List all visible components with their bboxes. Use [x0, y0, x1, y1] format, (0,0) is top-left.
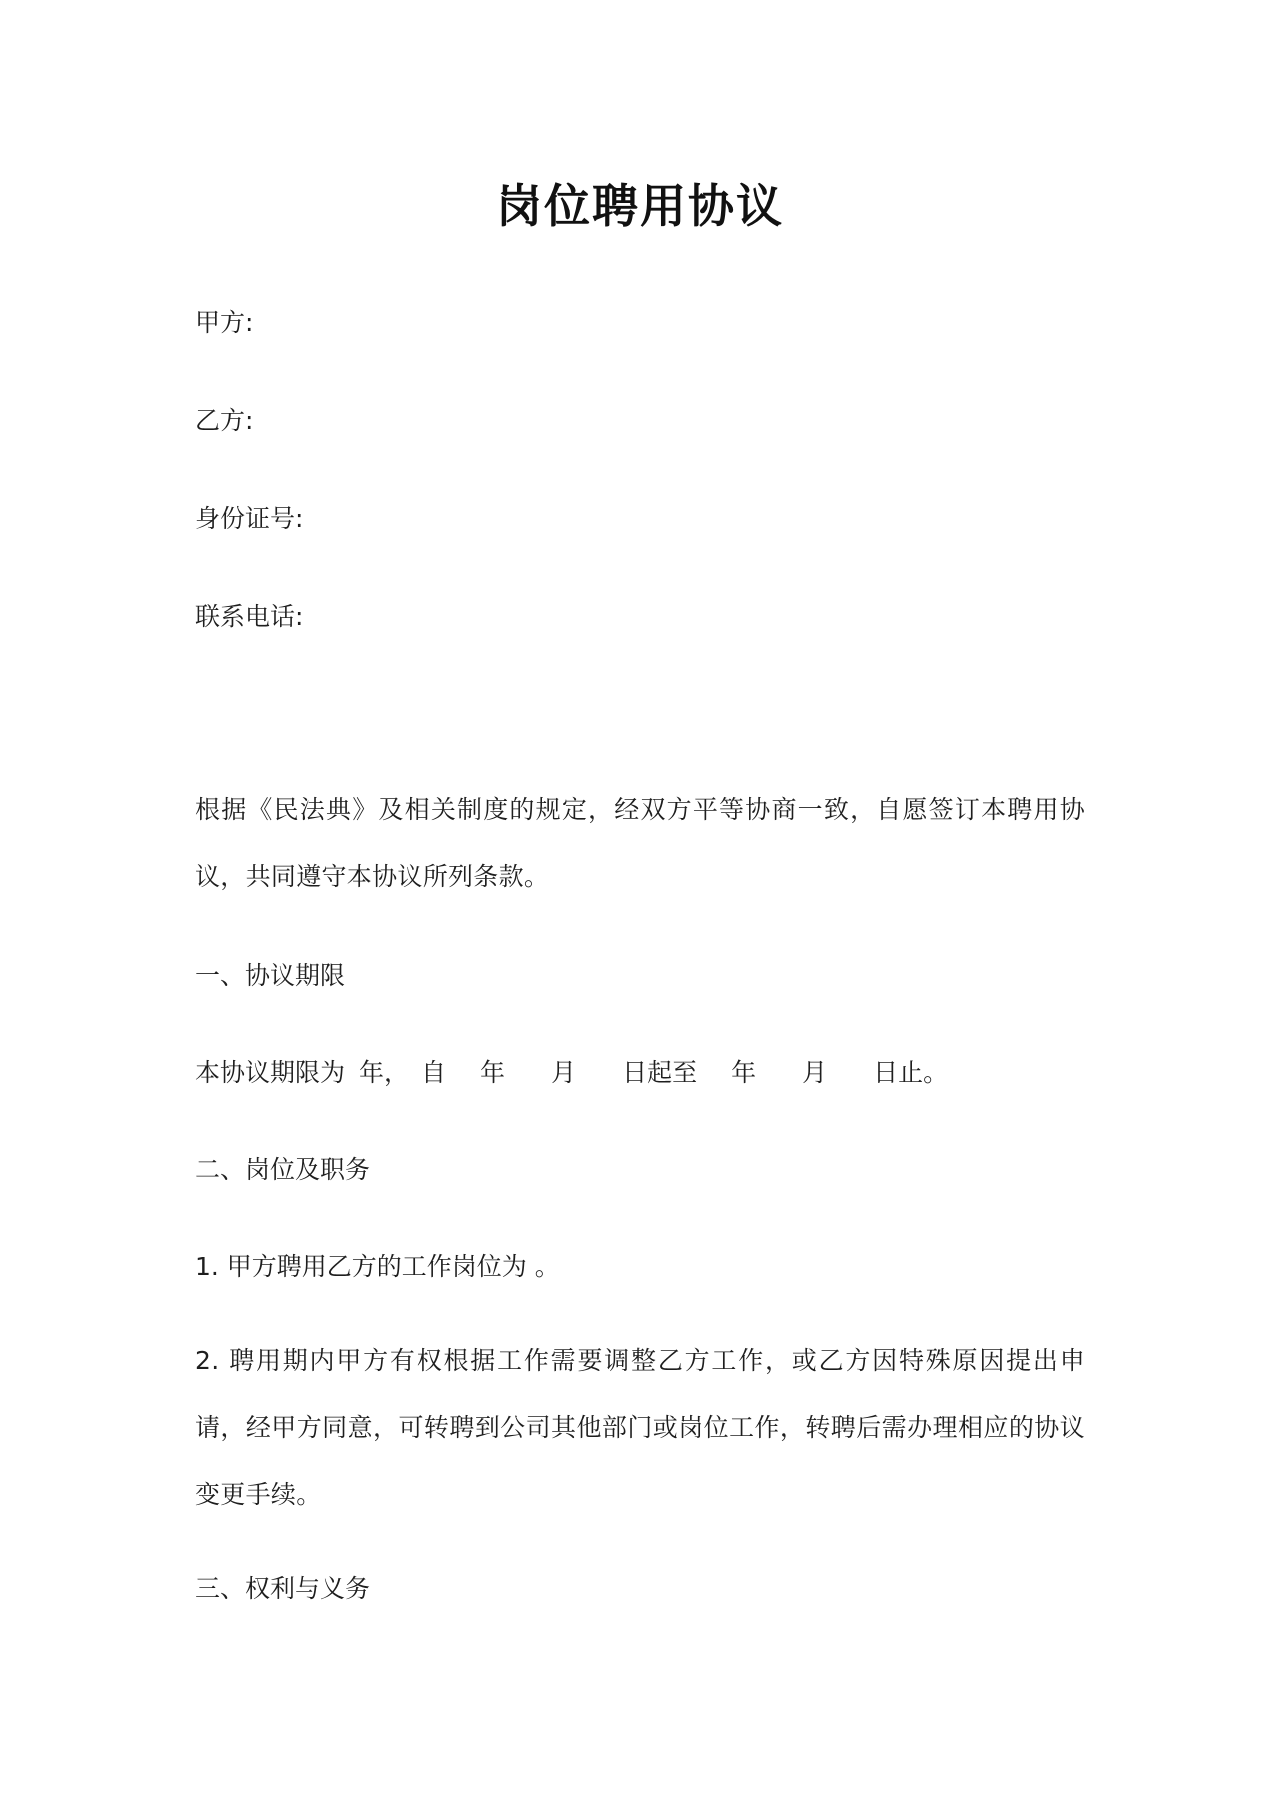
term-day-from: 日起至 — [622, 1058, 698, 1087]
term-from: 自 — [421, 1058, 447, 1087]
term-year-2: 年 — [731, 1058, 757, 1087]
id-number-field: 身份证号: — [195, 504, 304, 533]
intro-paragraph: 根据《民法典》及相关制度的规定，经双方平等协商一致，自愿签订本聘用协议，共同遵守本协议所列条款。 — [195, 795, 1085, 891]
term-day-to: 日止。 — [873, 1058, 949, 1087]
phone-field: 联系电话: — [195, 602, 304, 631]
term-years-unit: 年， — [359, 1058, 410, 1087]
party-a-field: 甲方: — [195, 308, 254, 337]
party-b-field: 乙方: — [195, 406, 254, 435]
section-3-heading: 三、权利与义务 — [195, 1574, 371, 1603]
term-year-1: 年 — [480, 1058, 506, 1087]
section-2-heading: 二、岗位及职务 — [195, 1155, 371, 1184]
section-1-heading: 一、协议期限 — [195, 961, 346, 990]
document-title: 岗位聘用协议 — [496, 179, 784, 233]
term-prefix: 本协议期限为 — [195, 1058, 346, 1087]
term-month-2: 月 — [802, 1058, 828, 1087]
term-month-1: 月 — [551, 1058, 577, 1087]
section-2-item-2: 2. 聘用期内甲方有权根据工作需要调整乙方工作，或乙方因特殊原因提出申请，经甲方同意，可转聘到公司其他部门或岗位工作，转聘后需办理相应的协议变更手续。 — [195, 1346, 1085, 1509]
term-clause — [195, 1055, 948, 1091]
section-2-item-1: 1. 甲方聘用乙方的工作岗位为 。 — [195, 1252, 560, 1281]
